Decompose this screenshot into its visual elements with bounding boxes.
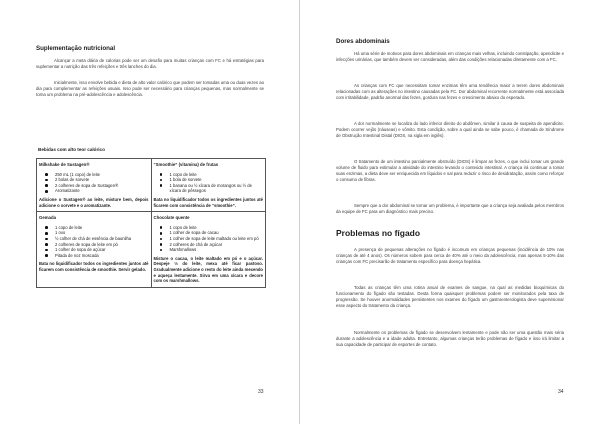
page-number: 34 — [558, 389, 564, 395]
paragraph: O tratamento de um intestino parcialmente obstruído (DIOS) é limpar as fezes, o que inclui tomar um grande volume de fluido para estimular a atividade do intestino levando o conteúdo intestinal. A criança irá continuar a tomar suas enzimas, a dieta deve ser enriquecida em líquidos e sal para reduzir o risco de desidratação, assim como reforçar o consumo de fibras. — [336, 159, 564, 183]
recipe-cell-smoothie — [151, 159, 266, 212]
ingredient: 1 bola de sorvete — [160, 177, 264, 183]
ingredient: 250 mL (1 copo) de leite — [45, 172, 149, 178]
ingredient: 1 ovo — [45, 230, 149, 236]
ingredient-list — [154, 225, 264, 253]
drinks-table — [36, 158, 266, 288]
recipe-instructions: Adicione o Sustagen® ao leite, misture bem, depois adicione o sorvete e o aromatizante. — [39, 196, 149, 208]
recipe-instructions: Misture o cacau, o leite maltado em pó e o açúcar. Despeje ⅓ do leite, mexa até ficar pastoso. Gradualmente adicione o resto do leite ainda mexendo e aqueça lentamente. Sirva em uma xícara e decore com os marshmallows. — [153, 255, 263, 284]
ingredient: 1 copo de leite — [45, 225, 149, 231]
ingredient: 1 colher de sopa de açúcar — [45, 247, 149, 253]
ingredient: Aromatizante — [45, 188, 149, 194]
ingredient: 1 banana ou ½ xícara de morangos ou ½ de xícara de pêssegos — [160, 183, 264, 194]
paragraph: Alcançar a meta diária de calorias pode ser um desafio para muitas crianças com FC e há estratégias para suplementar a nutrição das três refeições e três lanches do dia. — [36, 58, 264, 70]
recipe-instructions: Bata no liquidificador todos os ingredientes juntos até ficarem com consistência de “smoothie”. — [153, 196, 263, 208]
paragraph: Sempre que a dor abdominal se tornar um problema, é importante que a criança seja avaliada pelos membros da equipe de FC para um diagnóstico mais preciso. — [336, 203, 564, 215]
recipe-instructions: Bata no liquidificador todos os ingredientes juntos até ficarem com consistência de smoothie. Servir gelado. — [39, 261, 149, 272]
ingredient: 2 colheres de sopa de leite em pó — [45, 242, 149, 248]
recipe-cell-gemada — [37, 212, 152, 288]
ingredient-list — [154, 172, 264, 194]
recipe-cell-hot-chocolate — [151, 212, 266, 288]
paragraph: As crianças com FC que necessitam tomar enzimas têm uma tendência maior a terem dores abdominais relacionadas com as alterações no intestino causadas pela FC. Dor abdominal recorrente normalmente está associada com irritabilidade, padrão anormal das fezes, gordura nas fezes e crescimento abaixo do esperado. — [336, 83, 564, 101]
ingredient-list — [39, 225, 149, 259]
paragraph: Todas as crianças têm uma rotina anual de exames de sangue, na qual as medidas bioquímicas do funcionamento do fígado são testadas. Desta forma quaisquer problemas podem ser monitorados pela taxa de progressão. Se houver anormalidades persistentes nos exames do fígado um gastroenterologista deve supervisionar esse aspecto do tratamento da criança. — [336, 285, 564, 309]
ingredient-list — [39, 172, 149, 194]
ingredient: 1 colher de sopa de cacau — [160, 230, 264, 236]
ingredient: ½ colher de chá de essência de baunilha — [45, 236, 149, 242]
paragraph: Inicialmente, isso envolve bebida e dieta de alto valor calórico que podem ser tomadas uma ou duas vezes ao dia para complementar as refeições usuais. Isso pode ser necessário para crianças pequenas, mas normalmente se torna um problema na pré-adolescência e adolescência. — [36, 80, 264, 98]
section-heading-abdominal-pain: Dores abdominais — [336, 38, 390, 45]
recipe-title: Gemada — [39, 215, 56, 221]
recipe-title: Milkshake de Sustagen® — [39, 162, 90, 167]
section-heading-liver-problems: Problemas no fígado — [336, 228, 421, 238]
ingredient: 2 bolas de sorvete — [45, 177, 149, 183]
table-title: Bebidas com alto teor calórico — [38, 147, 105, 152]
ingredient: 2 colheres de chá de açúcar — [160, 242, 264, 248]
right-page — [300, 0, 600, 424]
paragraph: A presença de pequenas alterações no fígado é incomum em crianças pequenas (incidência de 10% nas crianças de até 4 anos). Os números sobem para cerca de 40% até o meio da adolescência, mas apenas 5-10% das crianças com FC precisarão de tratamento específico para doença hepática. — [336, 247, 564, 265]
recipe-title: Chocolate quente — [153, 215, 190, 221]
ingredient: 1 copo de leite — [160, 172, 264, 178]
recipe-title: “Smoothie” (vitamina) de frutas — [153, 162, 219, 167]
paragraph: Há uma série de motivos para dores abdominais em crianças mais velhas, incluindo constipação, apendicite e infecções urinárias, que também devem ser consideradas, além das condições relacionadas diretamente com a FC. — [336, 51, 564, 63]
paragraph: Normalmente os problemas de fígado se desenvolvem lentamente e pode não ser uma questão mais séria durante a adolescência e a idade adulta. Entretanto, algumas crianças terão problemas de fígado e isso irá limitar a sua capacidade de participar de esportes de contato. — [336, 330, 564, 348]
ingredient: 1 copo de leite — [160, 225, 264, 231]
paragraph: A dor normalmente se localiza do lado inferior direito do abdômen, similar à causa de suspeita de apendicite. Podem ocorrer vejôs (náuseas) e vômito. Esta condição, sobre a qual ainda se sabe pouco, é chamada de Síndrome de Obstrução Intestinal Distal (DIOS, na sigla em inglês). — [336, 121, 564, 139]
page-number: 33 — [258, 389, 264, 395]
ingredient: Marshmallows — [160, 247, 264, 253]
ingredient: 1 colher de sopa de leite maltado ou leite em pó — [160, 236, 264, 242]
ingredient: 2 colheres de sopa de Sustagen® — [45, 183, 149, 189]
recipe-cell-milkshake — [37, 159, 152, 212]
ingredient: Pitada de noz moscada — [45, 253, 149, 259]
section-heading-nutrition: Suplementação nutricional — [36, 45, 116, 52]
